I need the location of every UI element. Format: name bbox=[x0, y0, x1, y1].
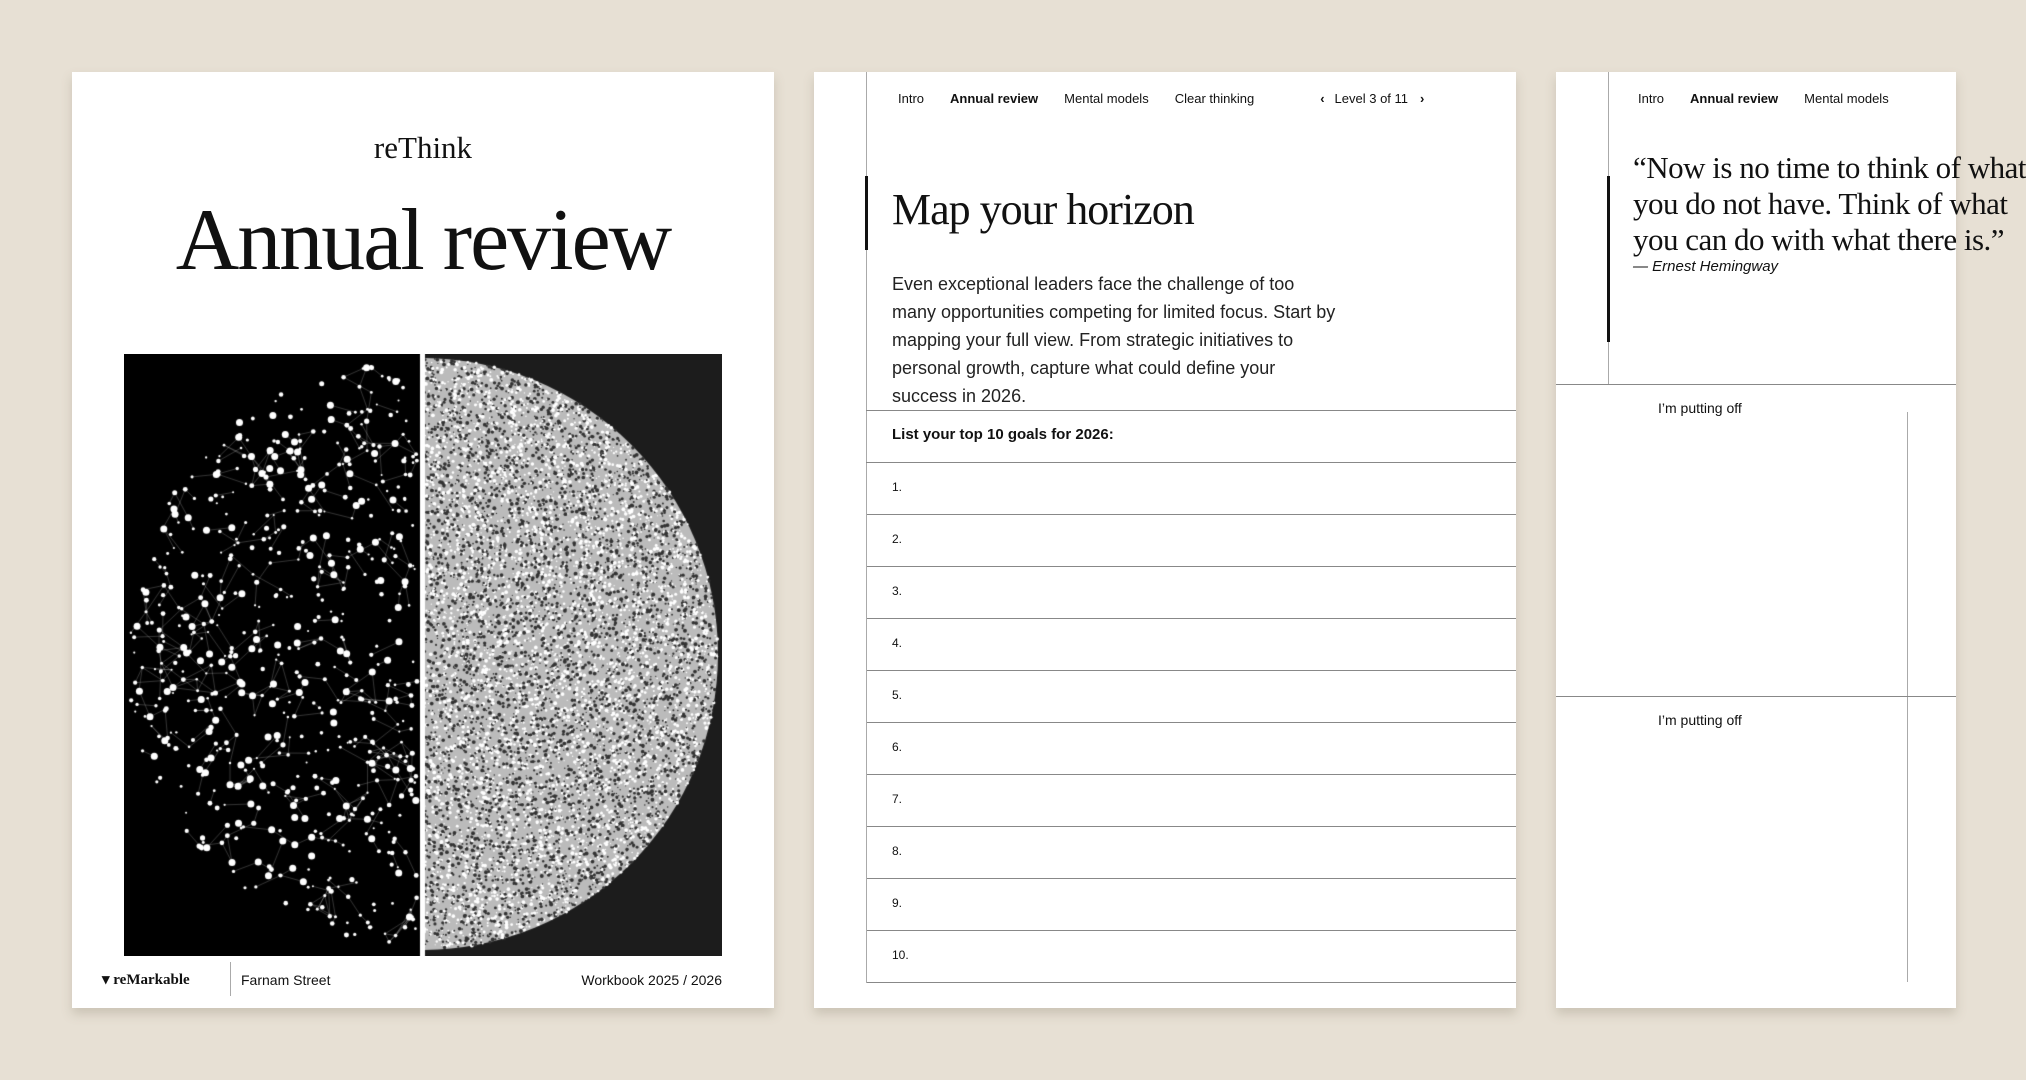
cover-page bbox=[72, 72, 774, 1008]
divider bbox=[1556, 696, 1956, 697]
goal-row[interactable]: 6. bbox=[866, 723, 1516, 775]
remarkable-logo-text: reMarkable bbox=[113, 972, 190, 988]
heading-accent-bar bbox=[865, 176, 868, 250]
goal-row[interactable]: 10. bbox=[866, 931, 1516, 983]
goal-row[interactable]: 5. bbox=[866, 671, 1516, 723]
edition-label: Workbook 2025 / 2026 bbox=[581, 972, 722, 988]
goal-row[interactable]: 1. bbox=[866, 463, 1516, 515]
divider bbox=[866, 410, 1516, 411]
partner-name: Farnam Street bbox=[241, 972, 331, 988]
writing-area-border[interactable] bbox=[1907, 412, 1908, 982]
section-nav bbox=[1638, 88, 1889, 108]
chevron-left-icon[interactable]: ‹ bbox=[1320, 90, 1325, 106]
cover-artwork bbox=[124, 354, 722, 956]
tab-annual-review[interactable]: Annual review bbox=[950, 90, 1039, 106]
goal-row[interactable]: 4. bbox=[866, 619, 1516, 671]
chevron-right-icon[interactable]: › bbox=[1420, 90, 1425, 106]
quote-text bbox=[1633, 150, 2026, 258]
quote-line: you do not have. Think of what bbox=[1633, 186, 2008, 221]
prompt-label: I’m putting off bbox=[1658, 400, 1742, 416]
goal-row[interactable]: 2. bbox=[866, 515, 1516, 567]
divider bbox=[1556, 384, 1956, 385]
goal-row[interactable]: 3. bbox=[866, 567, 1516, 619]
remarkable-logo bbox=[102, 970, 190, 990]
remarkable-mark-icon: ▾ bbox=[102, 972, 114, 988]
tab-annual-review[interactable]: Annual review bbox=[1690, 90, 1779, 106]
quote-page bbox=[1556, 72, 2026, 1008]
intro-paragraph: Even exceptional leaders face the challenge of too many opportunities competing for limited focus. Start by mapping your full view. From strategic initiatives to personal growth, capture what could define your success in 2026. bbox=[892, 274, 1336, 406]
goals-page bbox=[814, 72, 1516, 1008]
goal-row[interactable]: 9. bbox=[866, 879, 1516, 931]
prompt-label: I’m putting off bbox=[1658, 712, 1742, 728]
tab-intro[interactable]: Intro bbox=[898, 90, 925, 106]
section-nav bbox=[898, 88, 1424, 108]
list-label: List your top 10 goals for 2026: bbox=[892, 426, 1114, 443]
cover-title: Annual review bbox=[175, 192, 671, 289]
page-heading: Map your horizon bbox=[892, 185, 1194, 234]
goal-row[interactable]: 7. bbox=[866, 775, 1516, 827]
goal-row[interactable]: 8. bbox=[866, 827, 1516, 879]
brand-logo: reThink bbox=[373, 130, 473, 165]
quote-attribution: — Ernest Hemingway bbox=[1633, 258, 1779, 275]
level-indicator: Level 3 of 11 bbox=[1334, 90, 1409, 106]
table-border bbox=[866, 463, 867, 983]
quote-line: you can do with what there is.” bbox=[1633, 222, 2005, 257]
tab-clear-thinking[interactable]: Clear thinking bbox=[1174, 90, 1255, 106]
tab-mental-models[interactable]: Mental models bbox=[1064, 90, 1149, 106]
quote-line: “Now is no time to think of what bbox=[1633, 150, 2026, 185]
tab-intro[interactable]: Intro bbox=[1638, 90, 1665, 106]
footer-divider bbox=[230, 962, 231, 996]
quote-accent-bar bbox=[1607, 176, 1610, 342]
tab-mental-models[interactable]: Mental models bbox=[1804, 90, 1889, 106]
